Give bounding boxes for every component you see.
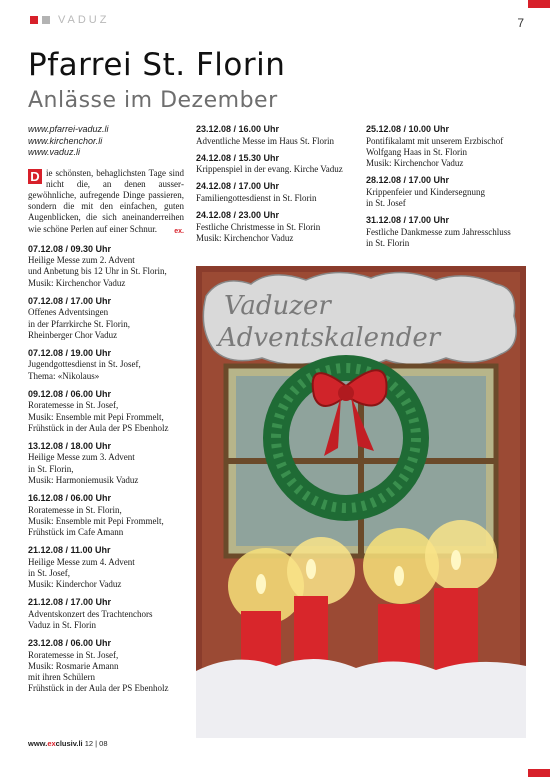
event-line: Jugendgottesdienst in St. Josef, bbox=[28, 359, 141, 370]
footer bbox=[28, 739, 108, 748]
link-kirchenchor[interactable]: www.kirchenchor.li bbox=[28, 135, 103, 146]
event-date: 25.12.08 / 10.00 Uhr bbox=[366, 124, 450, 134]
event-item bbox=[28, 244, 184, 289]
event-item bbox=[28, 348, 184, 382]
event-line: in St. Florin bbox=[366, 237, 410, 248]
advent-calendar-artwork bbox=[196, 266, 526, 738]
event-date: 24.12.08 / 17.00 Uhr bbox=[196, 181, 280, 192]
intro-text: ie schönsten, behaglichsten Tage sind nicht die, an denen aussergewöhnliche, aufregende Dinge passieren, sondern die mit den einfachen, guten Augenblicken, die sich aneinanderreihen wie schöne Perlen auf einer Schnur. bbox=[28, 167, 184, 234]
event-item bbox=[28, 493, 184, 538]
event-line: Roratemesse in St. Florin, bbox=[28, 504, 122, 515]
event-date: 28.12.08 / 17.00 Uhr bbox=[366, 175, 450, 186]
event-date: 07.12.08 / 19.00 Uhr bbox=[28, 347, 112, 358]
event-line: Festliche Dankmesse zum Jahresschluss bbox=[366, 226, 511, 237]
event-line: in St. Florin, bbox=[28, 463, 74, 474]
page-subtitle: Anlässe im Dezember bbox=[28, 88, 278, 113]
section-header bbox=[30, 14, 109, 26]
event-item bbox=[366, 215, 526, 249]
links-block bbox=[28, 124, 184, 159]
event-line: Frühstück in der Aula der PS Ebenholz bbox=[28, 422, 169, 433]
event-line: Roratemesse in St. Josef, bbox=[28, 400, 119, 411]
event-item bbox=[196, 181, 356, 204]
artwork-title-line2: Adventskalender bbox=[218, 323, 441, 353]
dropcap: D bbox=[28, 169, 42, 184]
event-line: Roratemesse in St. Josef, bbox=[28, 649, 119, 660]
event-line: Heilige Messe zum 4. Advent bbox=[28, 556, 135, 567]
artwork-drawing bbox=[196, 266, 526, 738]
event-line: Frühstück im Cafe Amann bbox=[28, 526, 124, 537]
event-line: Musik: Rosmarie Amann bbox=[28, 660, 119, 671]
section-label: VADUZ bbox=[58, 14, 110, 26]
event-line: und Anbetung bis 12 Uhr in St. Florin, bbox=[28, 266, 167, 277]
event-item bbox=[28, 389, 184, 434]
events-list-col2 bbox=[196, 124, 356, 244]
event-line: Musik: Kirchenchor Vaduz bbox=[366, 157, 464, 168]
events-list-col1 bbox=[28, 244, 184, 695]
event-line: Heilige Messe zum 2. Advent bbox=[28, 255, 135, 266]
event-date: 07.12.08 / 09.30 Uhr bbox=[28, 243, 112, 254]
event-line: Wolfgang Haas in St. Florin bbox=[366, 146, 468, 157]
event-date: 24.12.08 / 23.00 Uhr bbox=[196, 210, 280, 221]
page-title: Pfarrei St. Florin bbox=[28, 47, 286, 83]
event-line: Musik: Kirchenchor Vaduz bbox=[196, 232, 294, 243]
event-line: Musik: Ensemble mit Pepi Frommelt, bbox=[28, 411, 164, 422]
event-item bbox=[28, 441, 184, 486]
event-line: Adventskonzert des Trachtenchors bbox=[28, 608, 153, 619]
event-date: 21.12.08 / 17.00 Uhr bbox=[28, 597, 112, 608]
event-line: Adventliche Messe im Haus St. Florin bbox=[196, 135, 334, 146]
event-item bbox=[28, 638, 184, 694]
event-date: 24.12.08 / 15.30 Uhr bbox=[196, 152, 280, 163]
event-line: Pontifikalamt mit unserem Erzbischof bbox=[366, 135, 504, 146]
event-line: Rheinberger Chor Vaduz bbox=[28, 329, 118, 340]
event-line: Vaduz in St. Florin bbox=[28, 619, 97, 630]
column-1 bbox=[28, 124, 184, 695]
link-vaduz[interactable]: www.vaduz.li bbox=[28, 147, 81, 157]
event-item bbox=[196, 124, 356, 147]
event-date: 23.12.08 / 16.00 Uhr bbox=[196, 124, 280, 134]
event-line: Offenes Adventsingen bbox=[28, 307, 109, 318]
corner-accent-bottom bbox=[528, 769, 550, 777]
red-square-icon bbox=[30, 16, 38, 24]
event-date: 09.12.08 / 06.00 Uhr bbox=[28, 388, 112, 399]
event-item bbox=[366, 124, 526, 169]
events-list-col3 bbox=[366, 124, 526, 249]
intro-signature: ex. bbox=[174, 227, 184, 235]
event-line: Krippenfeier und Kindersegnung bbox=[366, 186, 485, 197]
column-2 bbox=[196, 124, 356, 244]
page-number: 7 bbox=[517, 16, 524, 30]
event-date: 13.12.08 / 18.00 Uhr bbox=[28, 440, 112, 451]
artwork-title-line1: Vaduzer bbox=[224, 291, 331, 321]
intro-paragraph bbox=[28, 168, 184, 235]
event-line: Musik: Harmoniemusik Vaduz bbox=[28, 474, 139, 485]
event-date: 23.12.08 / 06.00 Uhr bbox=[28, 638, 112, 649]
footer-issue: 12 | 08 bbox=[84, 739, 108, 748]
footer-site[interactable]: www.exclusiv.li bbox=[28, 739, 83, 748]
event-line: Musik: Kirchenchor Vaduz bbox=[28, 277, 126, 288]
event-line: Krippenspiel in der evang. Kirche Vaduz bbox=[196, 164, 343, 175]
event-date: 21.12.08 / 11.00 Uhr bbox=[28, 545, 111, 556]
column-3 bbox=[366, 124, 526, 249]
event-line: in St. Josef bbox=[366, 197, 406, 208]
event-date: 16.12.08 / 06.00 Uhr bbox=[28, 493, 112, 504]
event-line: Musik: Kinderchor Vaduz bbox=[28, 579, 122, 590]
link-pfarrei[interactable]: www.pfarrei-vaduz.li bbox=[28, 124, 109, 134]
event-line: Familiengottesdienst in St. Florin bbox=[196, 192, 317, 203]
event-item bbox=[366, 175, 526, 209]
event-line: in St. Josef, bbox=[28, 567, 71, 578]
event-date: 07.12.08 / 17.00 Uhr bbox=[28, 295, 112, 306]
event-line: in der Pfarrkirche St. Florin, bbox=[28, 318, 130, 329]
event-date: 31.12.08 / 17.00 Uhr bbox=[366, 215, 450, 226]
event-line: Festliche Christmesse in St. Florin bbox=[196, 221, 321, 232]
event-item bbox=[28, 545, 184, 590]
event-item bbox=[28, 597, 184, 631]
event-item bbox=[196, 210, 356, 244]
event-item bbox=[196, 153, 356, 176]
event-line: Thema: «Nikolaus» bbox=[28, 370, 100, 381]
corner-accent-top bbox=[528, 0, 550, 8]
event-line: Frühstück in der Aula der PS Ebenholz bbox=[28, 683, 169, 694]
event-line: mit ihren Schülern bbox=[28, 672, 95, 683]
event-line: Musik: Ensemble mit Pepi Frommelt, bbox=[28, 515, 164, 526]
event-item bbox=[28, 296, 184, 341]
event-line: Heilige Messe zum 3. Advent bbox=[28, 452, 135, 463]
grey-square-icon bbox=[42, 16, 50, 24]
